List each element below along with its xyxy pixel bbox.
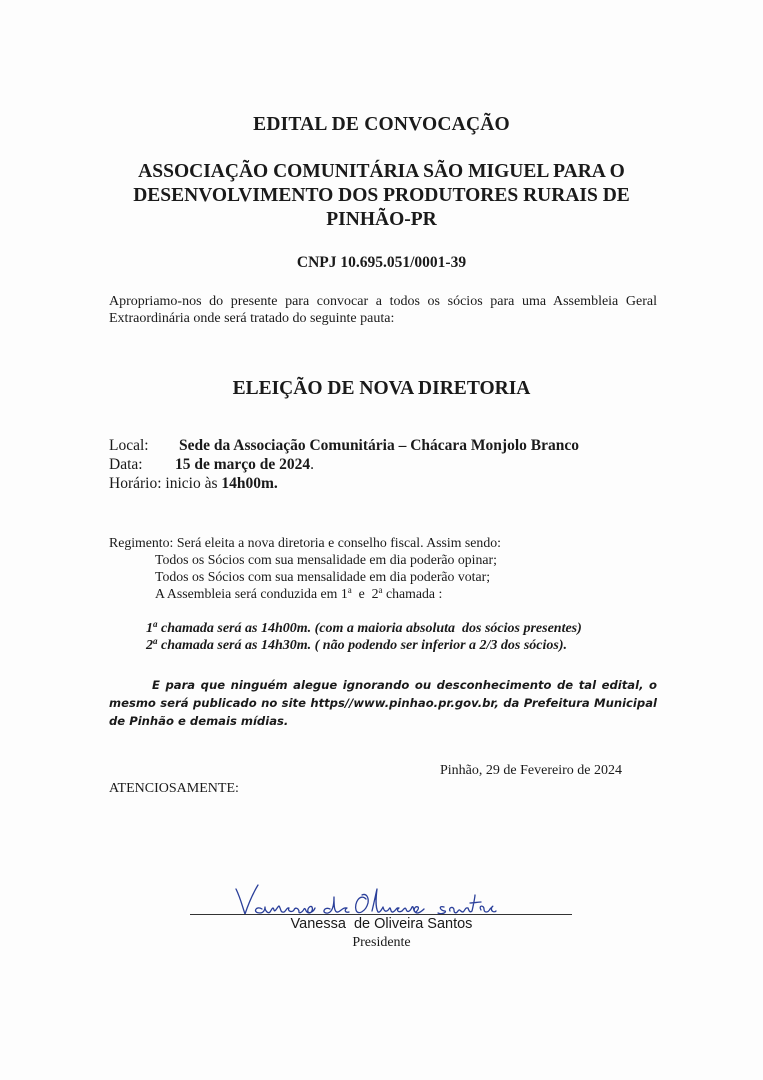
first-call bbox=[146, 620, 582, 637]
calls-line-pre: A Assembleia será conduzida em 1 bbox=[155, 586, 348, 601]
notice-line1: E para que ninguém alegue ignorando ou desconhecimento de tal edital, o bbox=[152, 678, 657, 692]
time-prefix: inicio às bbox=[161, 475, 222, 492]
notice-rest: mesmo será publicado no site https//www.pinhao.pr.gov.br, da Prefeitura Municipal de Pinhão e demais mídias. bbox=[109, 696, 657, 728]
calls-sup-2: a bbox=[378, 585, 383, 595]
signature-line bbox=[190, 914, 572, 915]
first-call-number: 1 bbox=[146, 621, 153, 636]
organization-name bbox=[0, 160, 763, 232]
closing-regards: ATENCIOSAMENTE: bbox=[109, 781, 239, 796]
meeting-time-row bbox=[109, 474, 579, 493]
call-schedule bbox=[146, 620, 582, 654]
signatory-name-text: Vanessa de Oliveira Santos bbox=[290, 916, 473, 932]
regiment-section bbox=[109, 534, 501, 602]
location-value: Sede da Associação Comunitária – Chácara Monjolo Branco bbox=[179, 437, 579, 454]
second-call-sup: a bbox=[153, 636, 158, 646]
organization-name-line3: PINHÃO-PR bbox=[326, 209, 437, 230]
intro-paragraph: Apropriamo-nos do presente para convocar a todos os sócios para uma Assembleia Geral Extraordinária onde será tratado do seguinte pauta: bbox=[109, 294, 657, 326]
regiment-intro: Regimento: Será eleita a nova diretoria e conselho fiscal. Assim sendo: bbox=[109, 535, 501, 550]
place-and-date: Pinhão, 29 de Fevereiro de 2024 bbox=[440, 763, 622, 778]
calls-line-post: chamada : bbox=[382, 586, 443, 601]
meeting-details bbox=[109, 436, 579, 493]
second-call bbox=[146, 637, 582, 654]
second-call-number: 2 bbox=[146, 638, 153, 653]
signatory-name bbox=[0, 916, 763, 932]
date-value: 15 de março de 2024 bbox=[175, 456, 311, 473]
time-value: 14h00m. bbox=[221, 475, 278, 492]
document-title: EDITAL DE CONVOCAÇÃO bbox=[253, 114, 510, 135]
organization-name-line2: DESENVOLVIMENTO DOS PRODUTORES RURAIS DE bbox=[133, 185, 630, 206]
agenda-title: ELEIÇÃO DE NOVA DIRETORIA bbox=[232, 378, 531, 399]
organization-name-line1: ASSOCIAÇÃO COMUNITÁRIA SÃO MIGUEL PARA O bbox=[138, 161, 625, 182]
calls-line-mid: e 2 bbox=[351, 586, 379, 601]
signatory-role: Presidente bbox=[352, 935, 411, 950]
location-label: Local: bbox=[109, 437, 149, 454]
cnpj-number: CNPJ 10.695.051/0001-39 bbox=[296, 254, 467, 271]
calls-sup-1: a bbox=[347, 585, 352, 595]
first-call-text: chamada será as 14h00m. (com a maioria absoluta dos sócios presentes) bbox=[157, 621, 582, 636]
second-call-text: chamada será as 14h30m. ( não podendo ser inferior a 2/3 dos sócios). bbox=[157, 638, 568, 653]
time-label: Horário: bbox=[109, 475, 162, 492]
date-label: Data: bbox=[109, 456, 143, 473]
regiment-item-vote: Todos os Sócios com sua mensalidade em dia poderão votar; bbox=[155, 569, 491, 584]
date-suffix: . bbox=[310, 456, 315, 473]
regiment-calls-line bbox=[109, 585, 501, 602]
first-call-sup: a bbox=[153, 619, 158, 629]
meeting-location-row bbox=[109, 436, 579, 455]
meeting-date-row bbox=[109, 455, 579, 474]
publication-notice bbox=[109, 676, 657, 730]
regiment-item-opinion: Todos os Sócios com sua mensalidade em dia poderão opinar; bbox=[155, 552, 497, 567]
